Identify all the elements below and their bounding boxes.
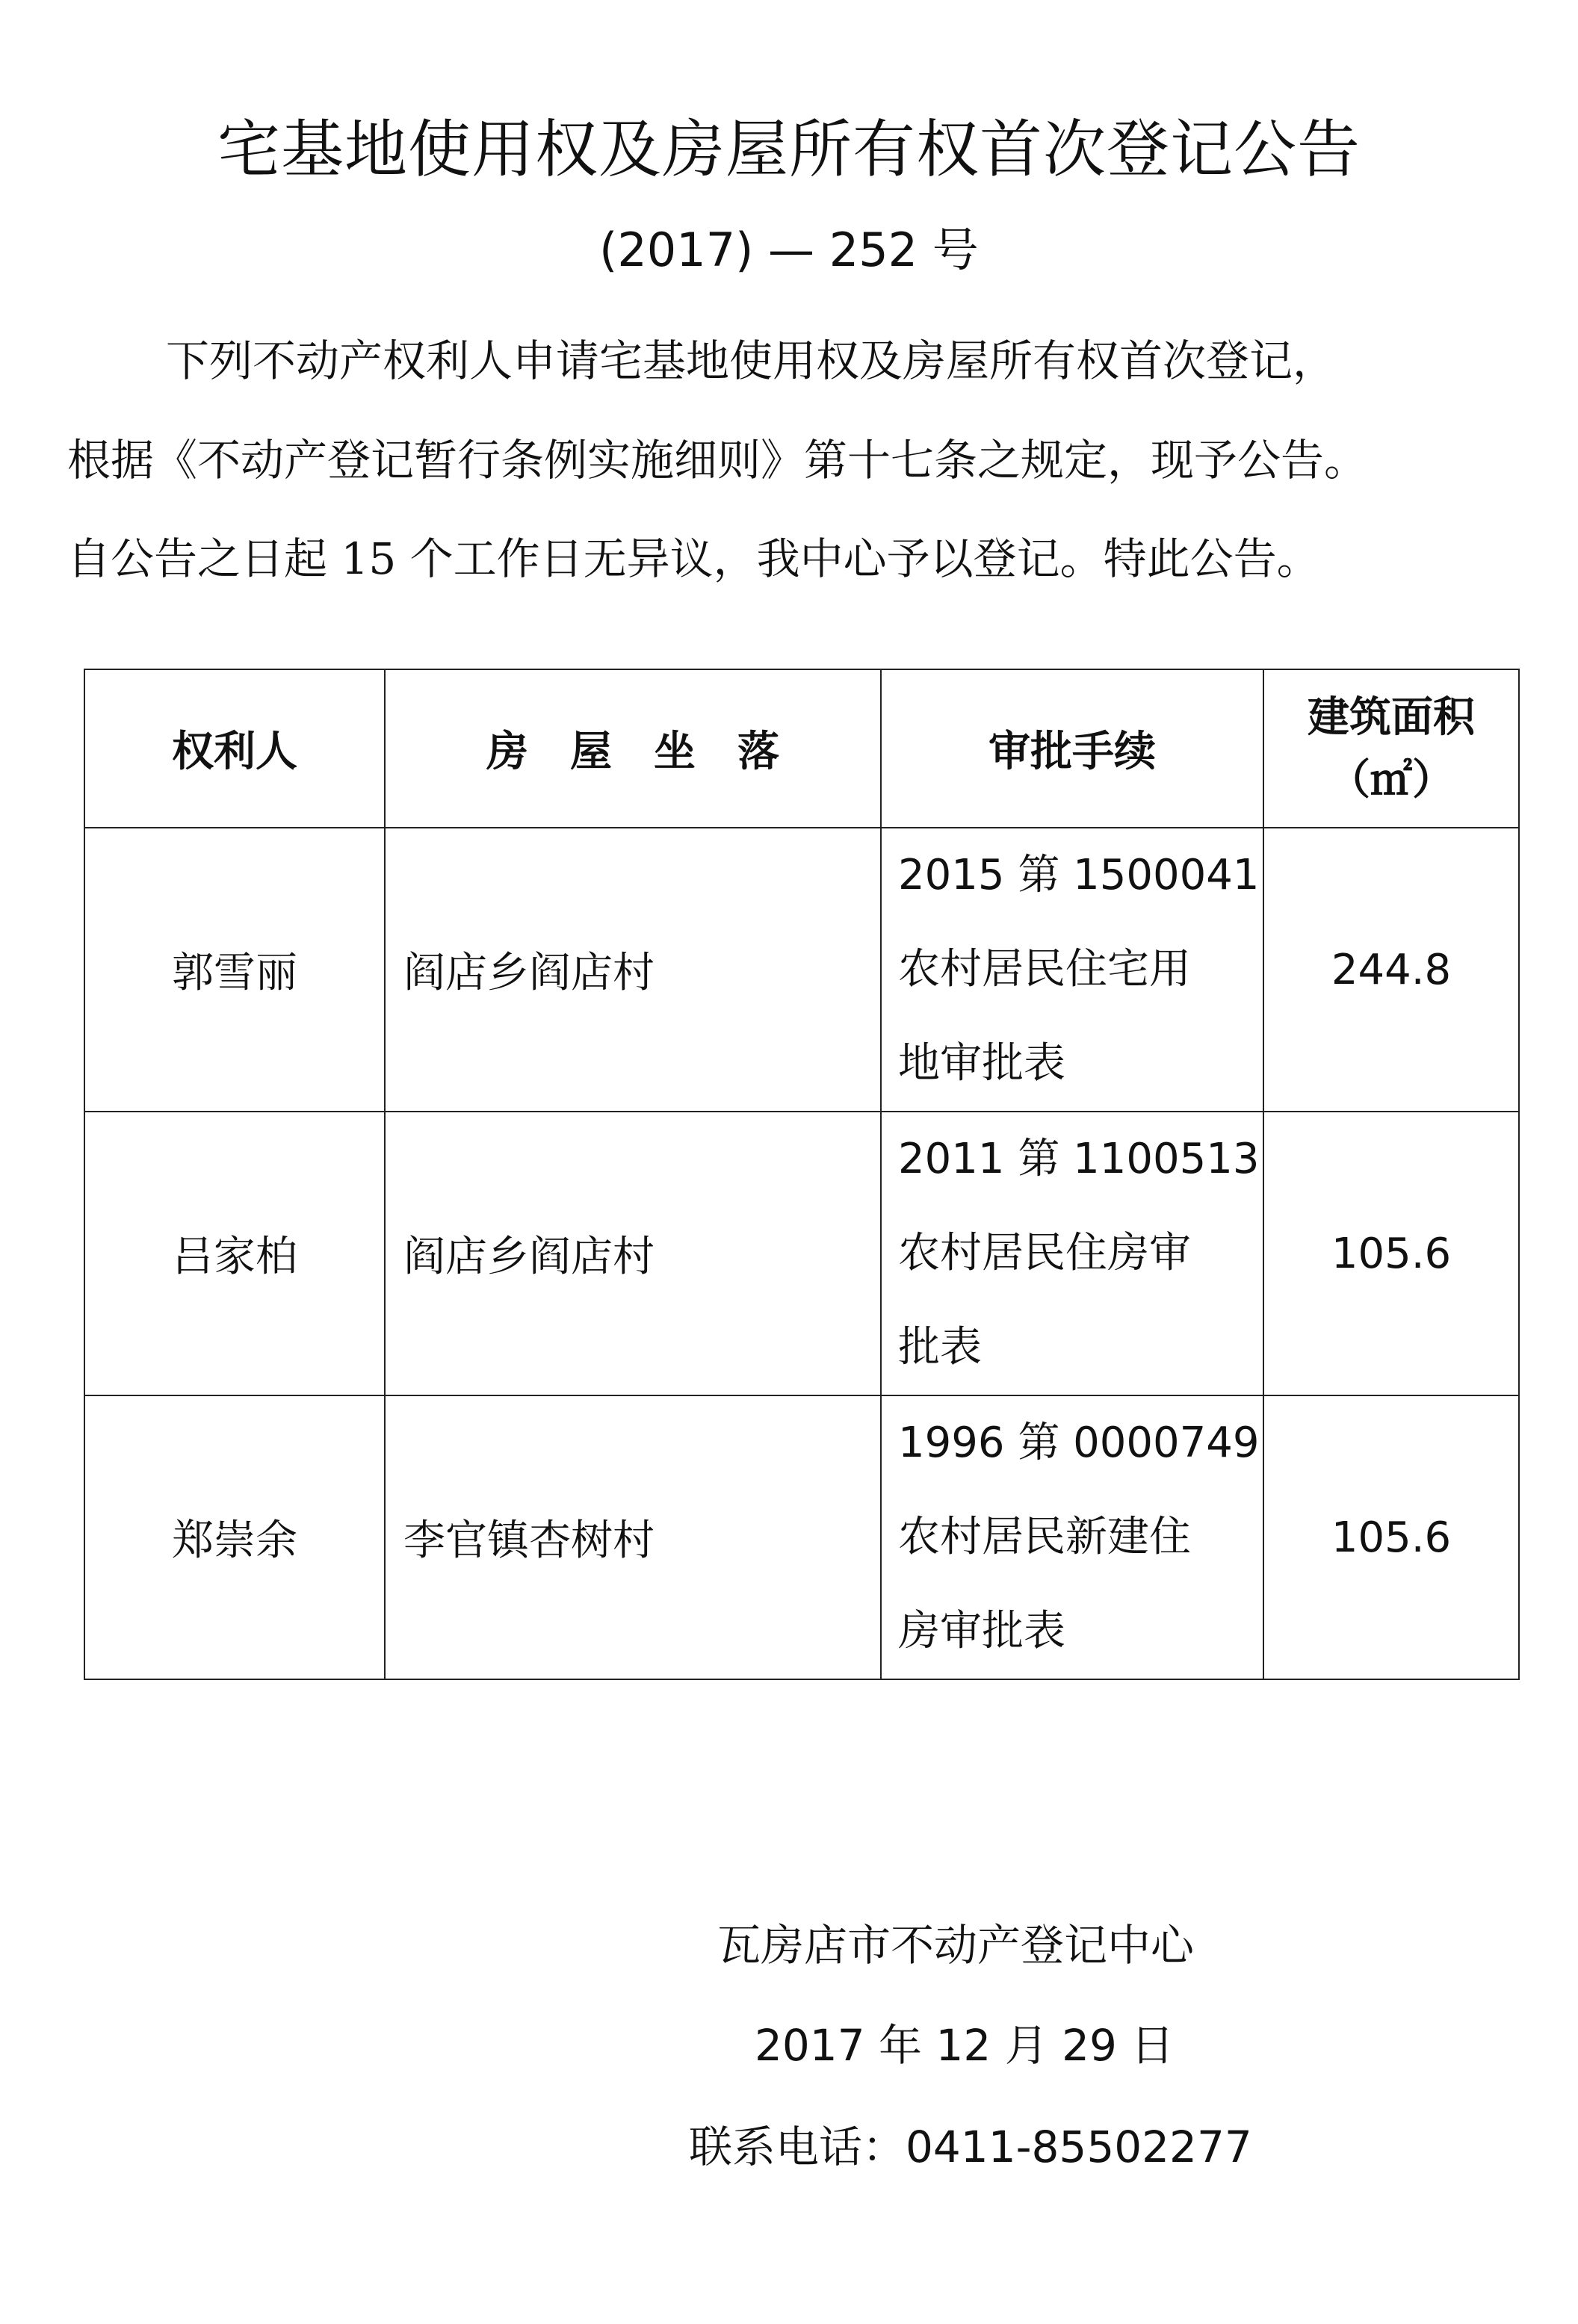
issuer-name: 瓦房店市不动产登记中心 — [717, 1920, 1195, 1971]
approval-line: 批表 — [898, 1323, 982, 1372]
approval-line: 1996 第 0000749 — [898, 1419, 1260, 1467]
header-area — [1263, 669, 1519, 828]
location-cell: 阎店乡阎店村 — [385, 828, 881, 1112]
table-header-row — [84, 669, 1519, 828]
owner-cell: 郭雪丽 — [84, 828, 385, 1112]
approval-cell — [881, 828, 1263, 1112]
approval-line: 2011 第 1100513 — [898, 1135, 1260, 1183]
area-cell: 105.6 — [1263, 1112, 1519, 1395]
notice-title: 宅基地使用权及房屋所有权首次登记公告 — [217, 113, 1361, 186]
area-cell: 244.8 — [1263, 828, 1519, 1112]
header-approval: 审批手续 — [881, 669, 1263, 828]
header-area-unit: （㎡） — [1328, 755, 1454, 805]
body-paragraph-line-3: 自公告之日起 15 个工作日无异议，我中心予以登记。特此公告。 — [67, 533, 1320, 584]
table-row — [84, 1112, 1519, 1395]
area-cell: 105.6 — [1263, 1395, 1519, 1679]
location-cell: 阎店乡阎店村 — [385, 1112, 881, 1395]
approval-cell — [881, 1112, 1263, 1395]
approval-line: 地审批表 — [898, 1039, 1065, 1088]
approval-cell — [881, 1395, 1263, 1679]
header-location: 房 屋 坐 落 — [385, 669, 881, 828]
document-number: (2017) — 252 号 — [599, 223, 979, 277]
issue-date: 2017 年 12 月 29 日 — [755, 2020, 1175, 2071]
body-paragraph-line-2: 根据《不动产登记暂行条例实施细则》第十七条之规定，现予公告。 — [67, 435, 1368, 486]
registration-table — [84, 669, 1520, 1680]
table-row — [84, 828, 1519, 1112]
owner-cell: 吕家柏 — [84, 1112, 385, 1395]
header-owner: 权利人 — [84, 669, 385, 828]
body-paragraph-line-1: 下列不动产权利人申请宅基地使用权及房屋所有权首次登记， — [166, 335, 1337, 386]
approval-line: 农村居民住房审 — [898, 1229, 1191, 1277]
table-row — [84, 1395, 1519, 1679]
contact-phone: 联系电话：0411-85502277 — [689, 2122, 1252, 2172]
approval-line: 房审批表 — [898, 1607, 1065, 1655]
approval-line: 2015 第 1500041 — [898, 851, 1260, 899]
location-cell: 李官镇杏树村 — [385, 1395, 881, 1679]
approval-line: 农村居民住宅用 — [898, 945, 1191, 994]
approval-line: 农村居民新建住 — [898, 1513, 1191, 1561]
header-area-label: 建筑面积 — [1308, 692, 1475, 742]
owner-cell: 郑崇余 — [84, 1395, 385, 1679]
